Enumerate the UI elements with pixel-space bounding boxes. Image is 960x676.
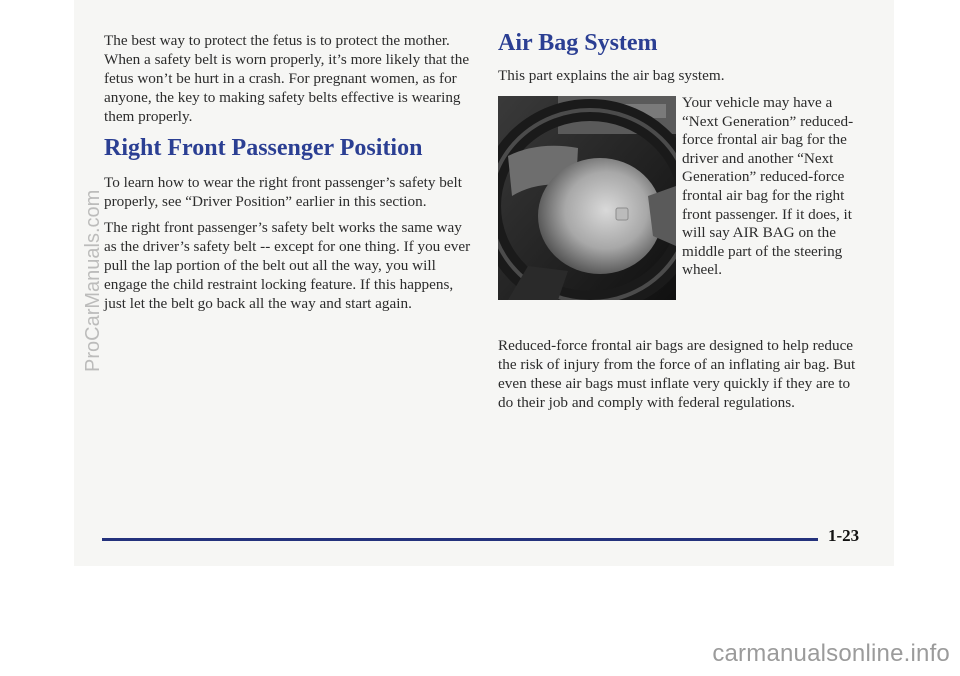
air-bag-side-text bbox=[682, 94, 872, 287]
left-column bbox=[104, 31, 476, 320]
watermark-procarmanuals bbox=[82, 342, 252, 372]
footer-rule bbox=[102, 538, 818, 541]
passenger-paragraph-2: The right front passenger’s safety belt works the same way as the driver’s safety belt -- except for one thing. If you ever pull the lap portion of the belt out all the way, you will engage the child restraint locking feature. If this happens, just let the belt go back all the way and start again. bbox=[104, 219, 471, 312]
air-bag-bottom-text bbox=[498, 336, 858, 419]
passenger-paragraph-1: To learn how to wear the right front passenger’s safety belt properly, see “Driver Position” earlier in this section. bbox=[104, 174, 462, 210]
footer-site-link[interactable]: carmanualsonline.info bbox=[712, 640, 950, 667]
air-bag-intro: This part explains the air bag system. bbox=[498, 67, 725, 84]
section-heading-right-front-passenger: Right Front Passenger Position bbox=[104, 135, 423, 161]
section-heading-air-bag-system: Air Bag System bbox=[498, 30, 658, 56]
steering-wheel-airbag-photo bbox=[498, 96, 676, 300]
reduced-force-paragraph: Reduced-force frontal air bags are designed to help reduce the risk of injury from the force of an inflating air bag. But even these air bags must inflate very quickly if they are to do their job and comply with federal regulations. bbox=[498, 337, 856, 411]
page-number: 1-23 bbox=[828, 526, 860, 545]
steering-wheel-illustration bbox=[498, 96, 676, 300]
next-generation-paragraph: Your vehicle may have a “Next Generation” reduced-force frontal air bag for the driver and another “Next Generation” reduced-force frontal air bag for the right front passenger. If it does, it will say AIR BAG on the middle part of the steering wheel. bbox=[682, 94, 854, 279]
intro-paragraph: The best way to protect the fetus is to protect the mother. When a safety belt is worn properly, it’s more likely that the fetus won’t be hurt in a crash. For pregnant women, as for anyone, the key to making safety belts effective is wearing them properly. bbox=[104, 32, 470, 125]
right-column-header bbox=[498, 28, 874, 92]
